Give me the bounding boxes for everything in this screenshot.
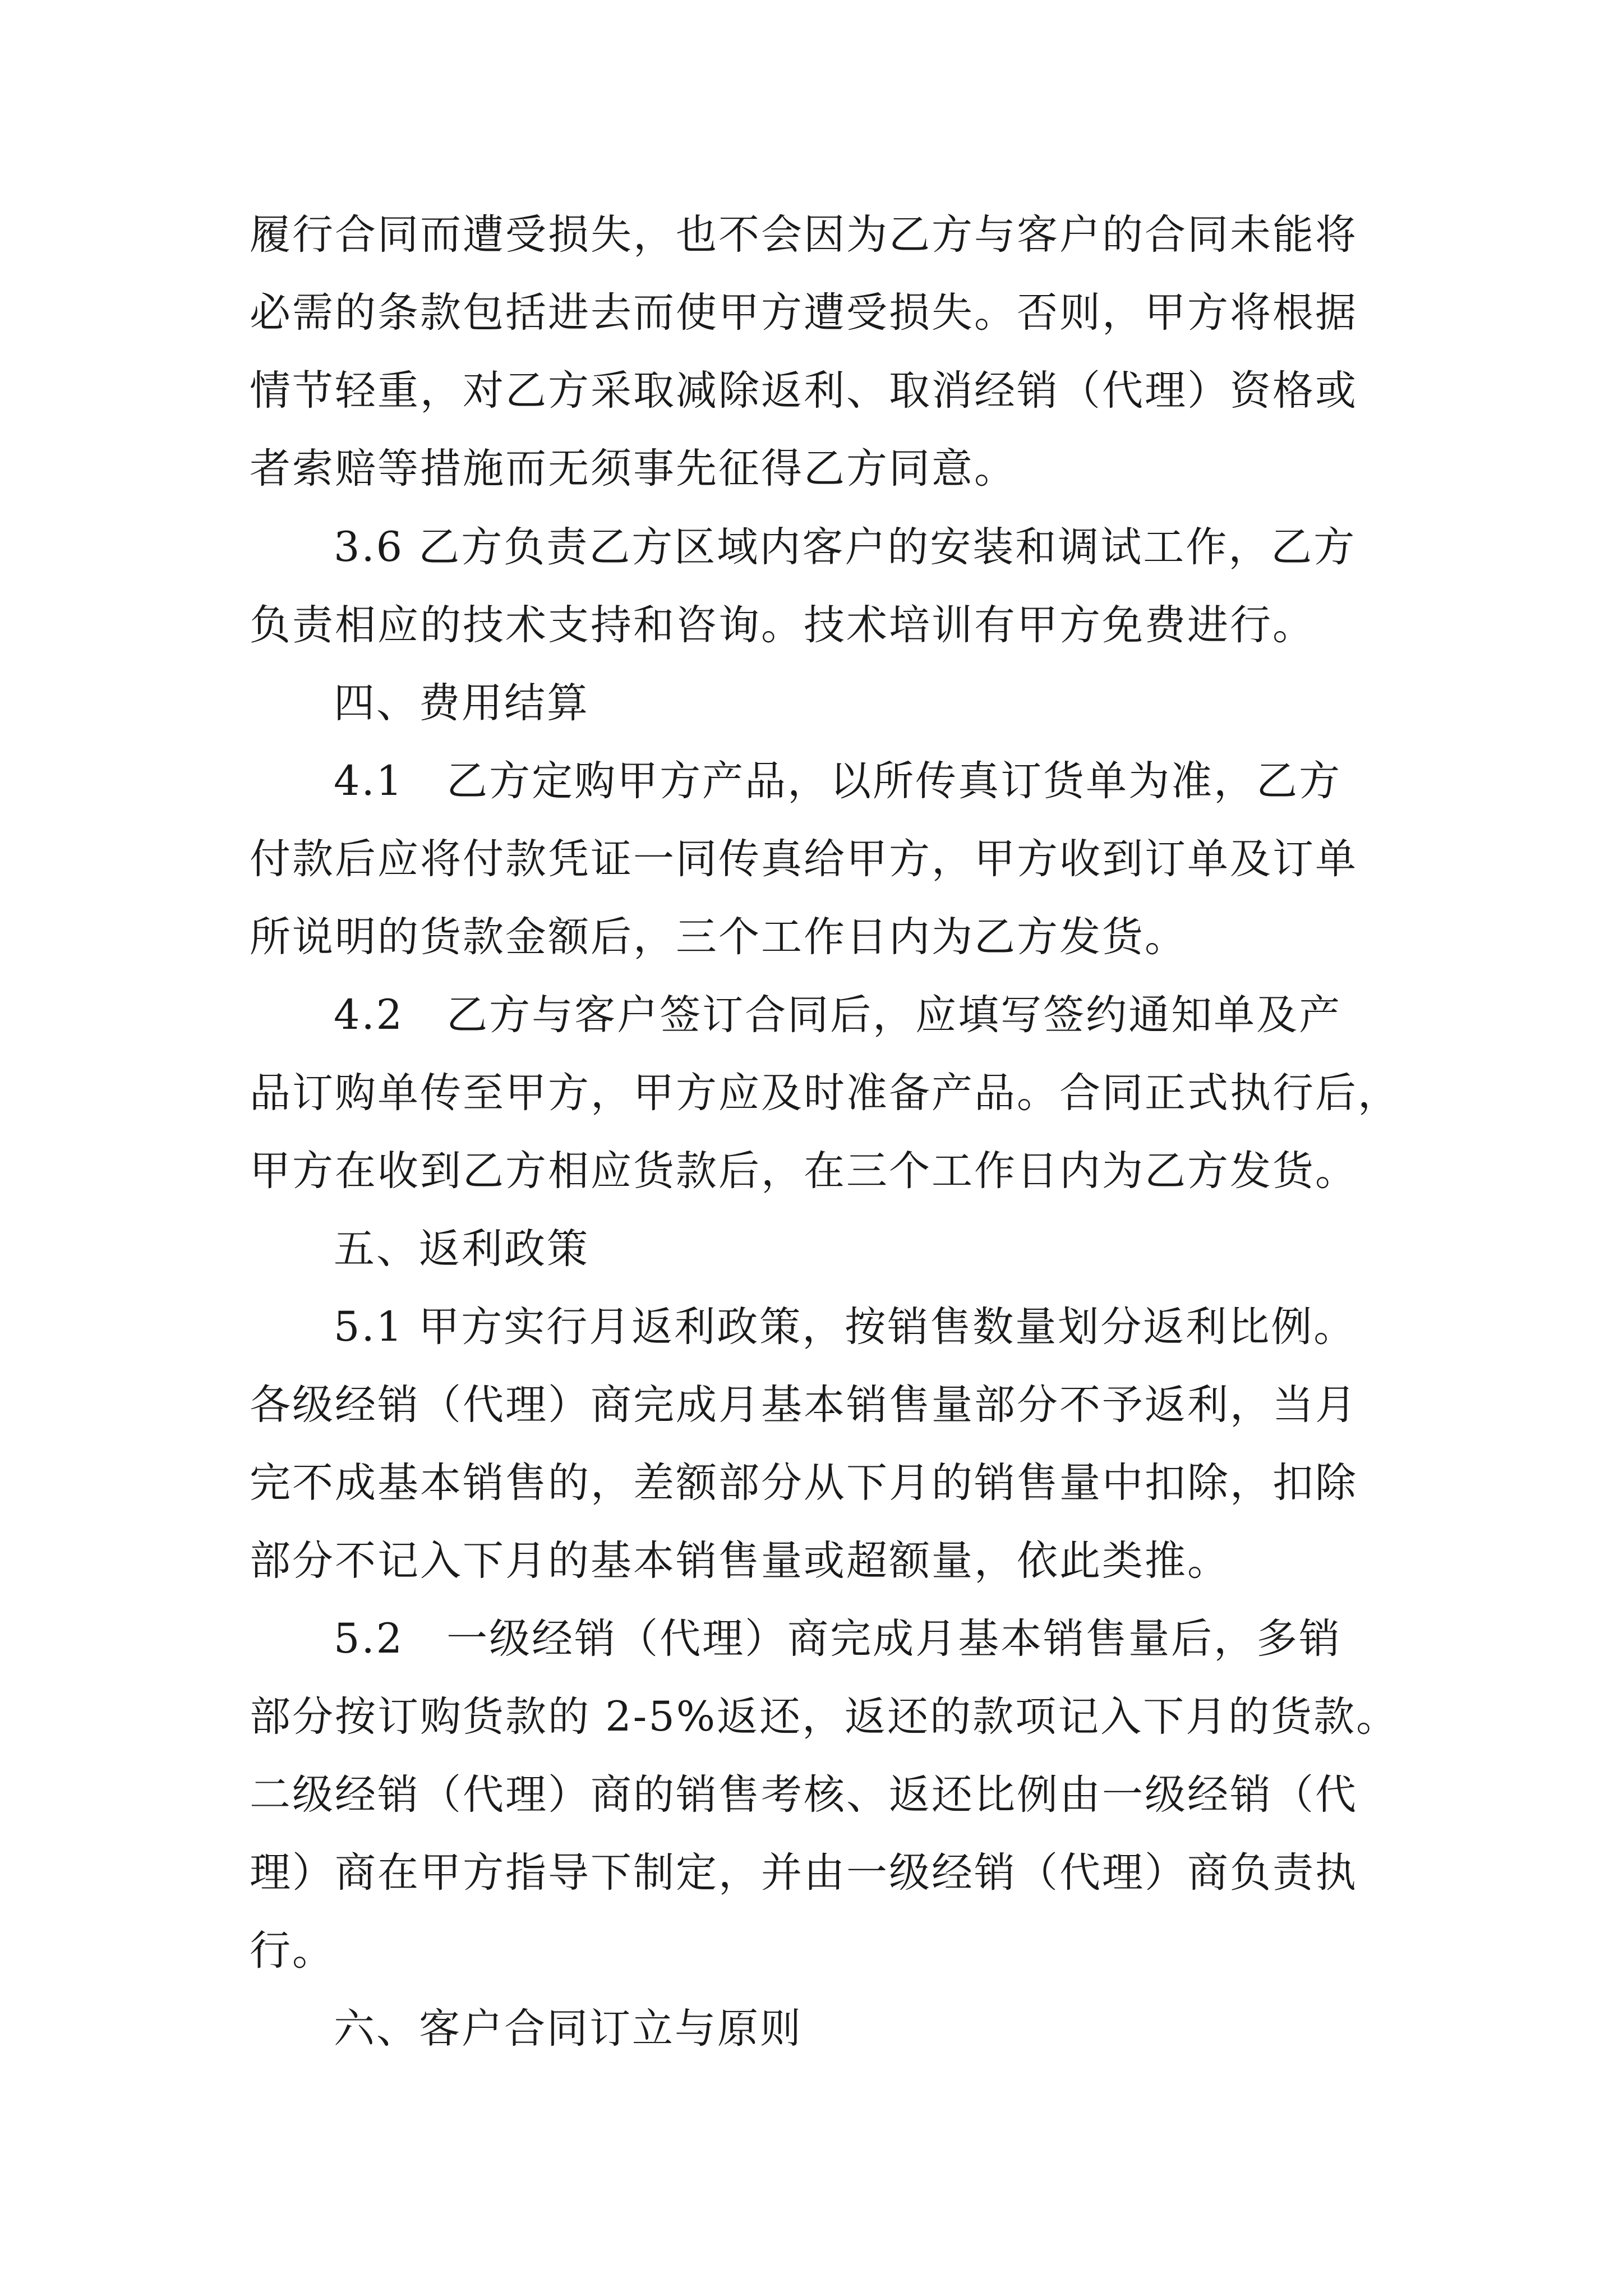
text-line: 甲方在收到乙方相应货款后，在三个工作日内为乙方发货。 [250, 1147, 1358, 1195]
clause-3-6-line: 3.6 乙方负责乙方区域内客户的安装和调试工作，乙方 [334, 523, 1357, 571]
clause-5-1-line: 5.1 甲方实行月返利政策，按销售数量划分返利比例。 [334, 1303, 1357, 1351]
text-line: 部分不记入下月的基本销售量或超额量，依此类推。 [250, 1537, 1230, 1585]
section-heading: 六、客户合同订立与原则 [334, 2005, 803, 2053]
text-line: 付款后应将付款凭证一同传真给甲方，甲方收到订单及订单 [250, 835, 1358, 883]
text-line: 负责相应的技术支持和咨询。技术培训有甲方免费进行。 [250, 601, 1315, 649]
text-line: 必需的条款包括进去而使甲方遭受损失。否则，甲方将根据 [250, 289, 1358, 337]
text-line: 履行合同而遭受损失，也不会因为乙方与客户的合同未能将 [250, 211, 1358, 259]
text-line: 行。 [250, 1927, 335, 1975]
text-line: 各级经销（代理）商完成月基本销售量部分不予返利，当月 [250, 1381, 1358, 1429]
text-line: 理）商在甲方指导下制定，并由一级经销（代理）商负责执 [250, 1849, 1358, 1897]
clause-4-1-line: 4.1 乙方定购甲方产品，以所传真订货单为准，乙方 [334, 757, 1342, 805]
text-line: 二级经销（代理）商的销售考核、返还比例由一级经销（代 [250, 1771, 1358, 1819]
text-line: 者索赔等措施而无须事先征得乙方同意。 [250, 445, 1017, 493]
text-line: 完不成基本销售的，差额部分从下月的销售量中扣除，扣除 [250, 1459, 1358, 1507]
section-heading: 五、返利政策 [334, 1225, 589, 1273]
text-line: 部分按订购货款的 2-5%返还，返还的款项记入下月的货款。 [250, 1693, 1399, 1741]
clause-5-2-line: 5.2 一级经销（代理）商完成月基本销售量后，多销 [334, 1615, 1342, 1663]
section-heading: 四、费用结算 [334, 679, 589, 727]
clause-4-2-line: 4.2 乙方与客户签订合同后，应填写签约通知单及产 [334, 991, 1342, 1039]
text-line: 情节轻重，对乙方采取减除返利、取消经销（代理）资格或 [250, 367, 1358, 415]
text-line: 所说明的货款金额后，三个工作日内为乙方发货。 [250, 913, 1187, 961]
text-line: 品订购单传至甲方，甲方应及时准备产品。合同正式执行后， [250, 1069, 1400, 1117]
